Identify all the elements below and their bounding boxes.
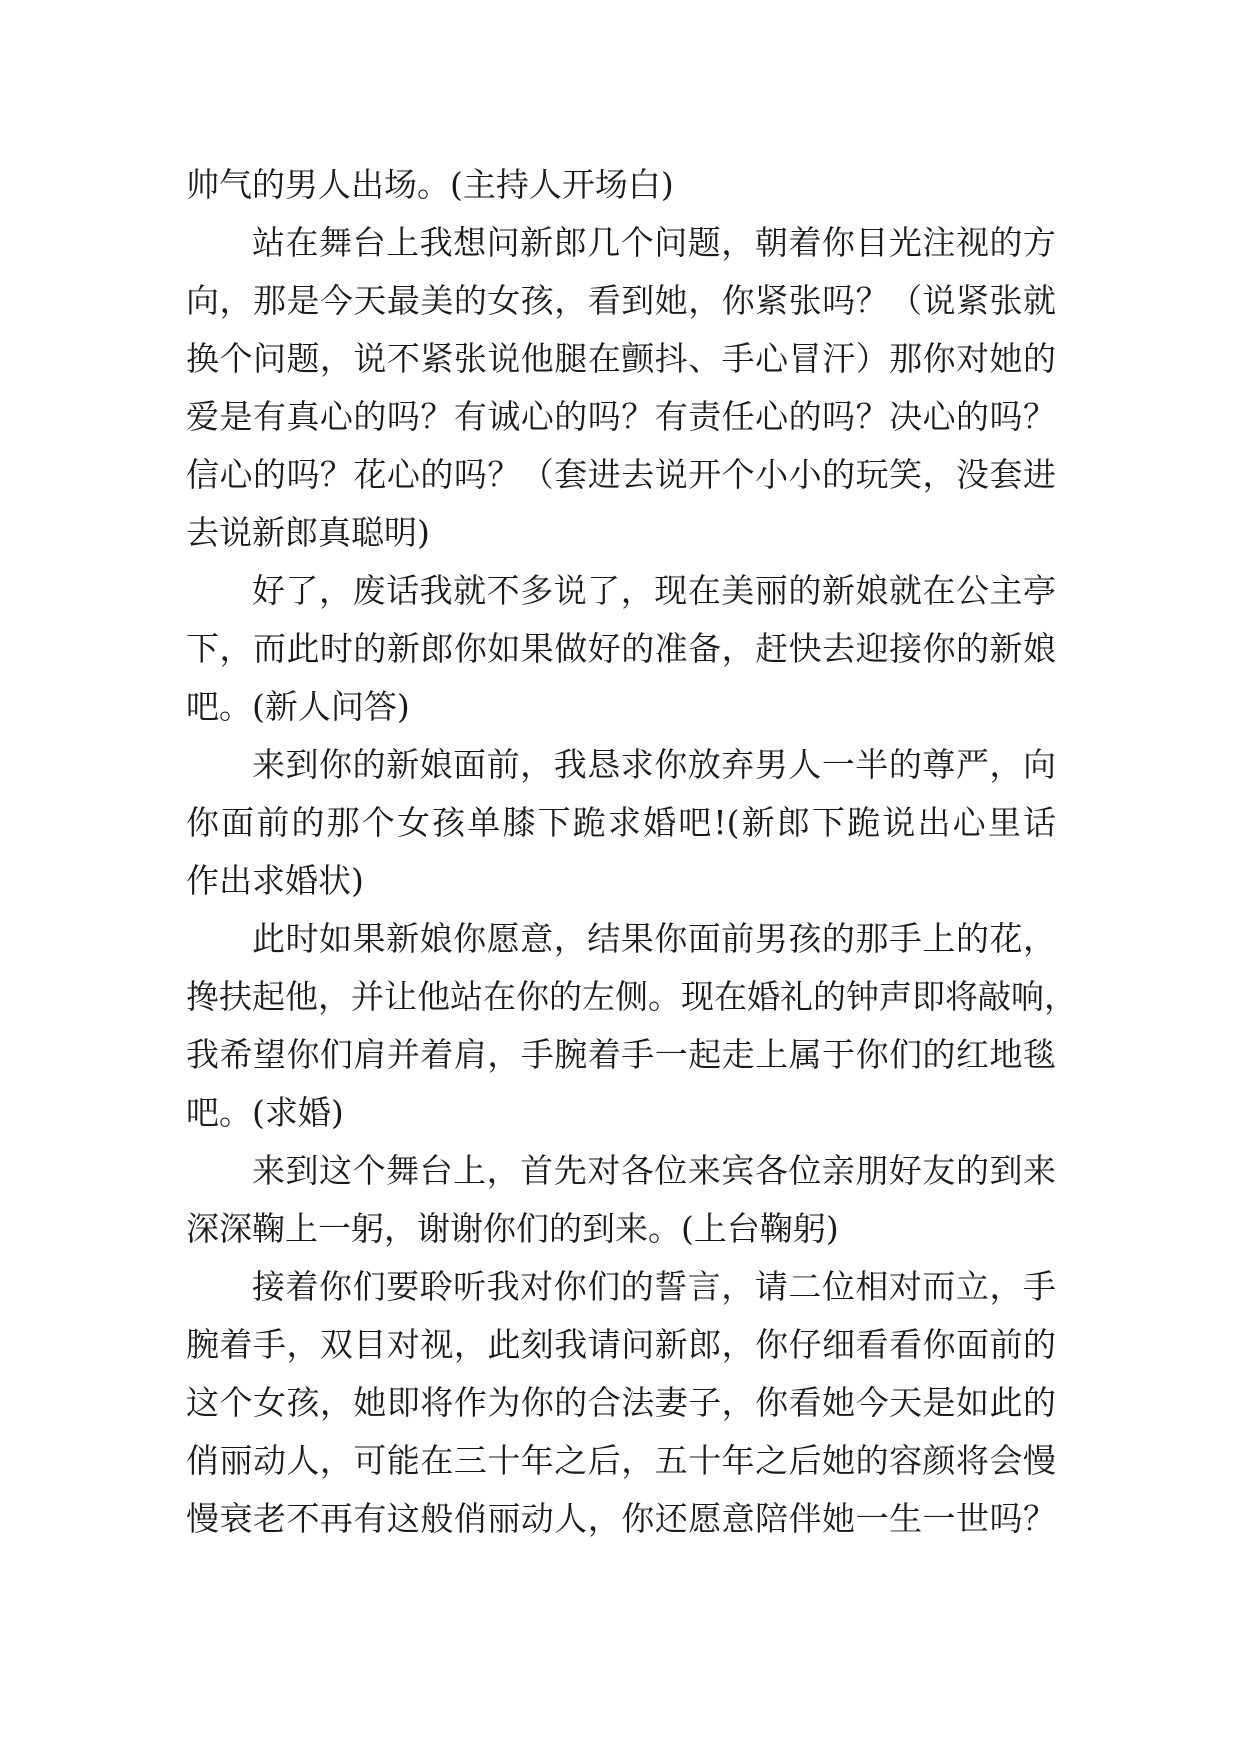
text-line: 作出求婚状)	[186, 861, 364, 900]
text-line: 你面前的那个女孩单膝下跪求婚吧!(新郎下跪说出心里话	[186, 803, 1056, 842]
text-line: 我希望你们肩并着肩，手腕着手一起走上属于你们的红地毯	[186, 1035, 1056, 1074]
paragraph-start-line: 接着你们要聆听我对你们的誓言，请二位相对而立，手	[252, 1267, 1056, 1306]
text-line: 信心的吗？花心的吗？（套进去说开个小小的玩笑，没套进	[186, 455, 1056, 494]
text-line: 吧。(求婚)	[186, 1093, 344, 1132]
text-line: 吧。(新人问答)	[186, 687, 410, 726]
text-line: 下，而此时的新郎你如果做好的准备，赶快去迎接你的新娘	[186, 629, 1056, 668]
text-line: 换个问题，说不紧张说他腿在颤抖、手心冒汗）那你对她的	[186, 339, 1056, 378]
paragraph-start-line: 站在舞台上我想问新郎几个问题，朝着你目光注视的方	[252, 223, 1056, 262]
text-line: 去说新郎真聪明)	[186, 513, 430, 552]
text-line: 搀扶起他，并让他站在你的左侧。现在婚礼的钟声即将敲响，	[186, 977, 1077, 1016]
paragraph-start-line: 来到这个舞台上，首先对各位来宾各位亲朋好友的到来	[252, 1151, 1056, 1190]
text-line: 腕着手，双目对视，此刻我请问新郎，你仔细看看你面前的	[186, 1325, 1056, 1364]
paragraph-start-line: 此时如果新娘你愿意，结果你面前男孩的那手上的花，	[252, 919, 1056, 958]
text-line: 帅气的男人出场。(主持人开场白)	[186, 165, 674, 204]
document-body	[186, 156, 1077, 1548]
text-line: 爱是有真心的吗？有诚心的吗？有责任心的吗？决心的吗？	[186, 397, 1056, 436]
paragraph-start-line: 好了，废话我就不多说了，现在美丽的新娘就在公主亭	[252, 571, 1056, 610]
text-line: 深深鞠上一躬，谢谢你们的到来。(上台鞠躬)	[186, 1209, 839, 1248]
text-line: 慢衰老不再有这般俏丽动人，你还愿意陪伴她一生一世吗？	[186, 1499, 1056, 1538]
text-line: 俏丽动人，可能在三十年之后，五十年之后她的容颜将会慢	[186, 1441, 1056, 1480]
paragraph-start-line: 来到你的新娘面前，我恳求你放弃男人一半的尊严，向	[252, 745, 1056, 784]
text-line: 这个女孩，她即将作为你的合法妻子，你看她今天是如此的	[186, 1383, 1056, 1422]
text-line: 向，那是今天最美的女孩，看到她，你紧张吗？（说紧张就	[186, 281, 1056, 320]
